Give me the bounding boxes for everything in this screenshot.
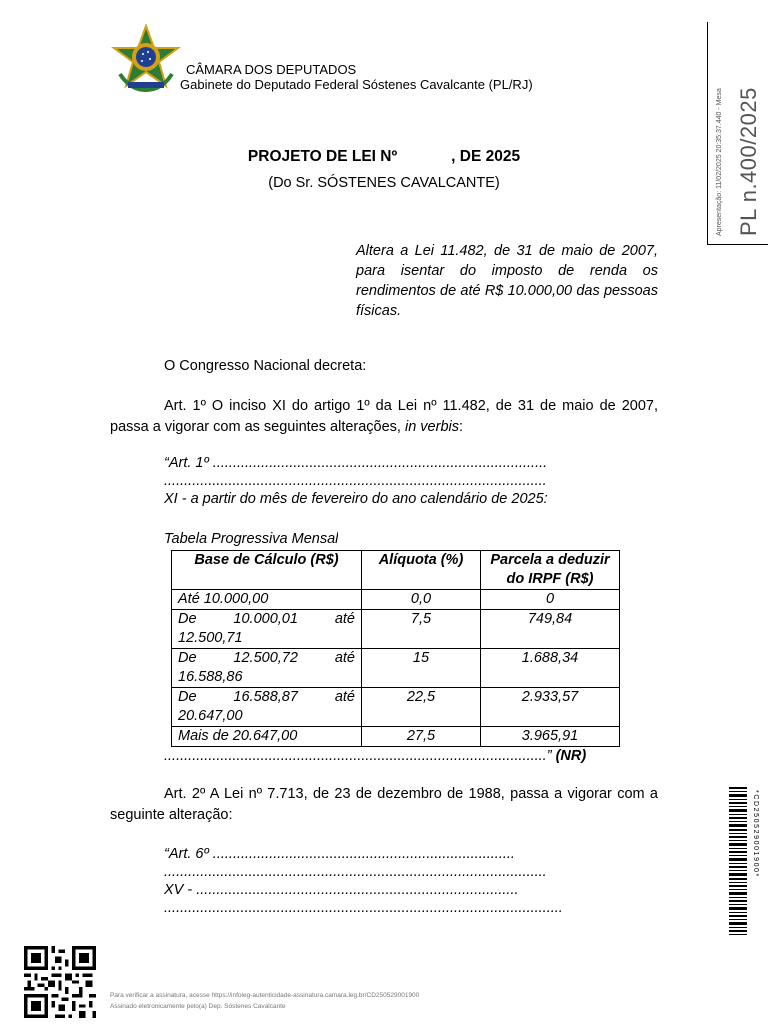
base-cell: Mais de 20.647,00 — [172, 727, 362, 747]
deduction-cell: 0 — [481, 590, 620, 610]
quote2-line2: ............................................................................................... — [164, 864, 547, 880]
article-1 — [110, 396, 658, 438]
closing-dots: ...............................................................................................” — [164, 748, 552, 764]
base-end: 12.500,71 — [178, 630, 243, 646]
base-end: 16.588,86 — [178, 669, 243, 685]
quote1-line1: “Art. 1º ................................................................................... — [164, 455, 548, 471]
base-from: De — [178, 650, 197, 666]
article-2: Art. 2º A Lei nº 7.713, de 23 de dezembro de 1988, passa a vigorar com a seguinte alteração: — [110, 786, 658, 823]
table-row — [172, 688, 620, 727]
base-to: até — [334, 689, 355, 705]
quote1-line3: XI - a partir do mês de fevereiro do ano calendário de 2025: — [164, 491, 548, 507]
base-cell — [172, 688, 362, 727]
quote2-line1: “Art. 6º ........................................................................... — [164, 846, 515, 862]
base-cell — [172, 649, 362, 688]
base-end: 20.647,00 — [178, 708, 243, 724]
signature-note: Assinado eletronicamente pelo(a) Dep. Sóstenes Cavalcante — [110, 1003, 286, 1010]
bill-number: PL n.400/2025 — [736, 87, 761, 236]
base-cell: Até 10.000,00 — [172, 590, 362, 610]
base-cell — [172, 610, 362, 649]
table-row — [172, 610, 620, 649]
title-suffix: , DE 2025 — [451, 148, 521, 165]
rate-cell: 22,5 — [362, 688, 481, 727]
table-row — [172, 649, 620, 688]
article-1-text: Art. 1º O inciso XI do artigo 1º da Lei nº 11.482, de 31 de maio de 2007, passa a vigorar com as seguintes alterações, — [110, 398, 658, 435]
tax-table — [171, 550, 620, 747]
table-caption: Tabela Progressiva Mensal — [164, 531, 339, 547]
page-title — [0, 148, 768, 166]
presentation-stamp — [707, 22, 768, 245]
bill-summary: Altera a Lei 11.482, de 31 de maio de 2007, para isentar do imposto de renda os rendimentos de até R$ 10.000,00 das pessoas físicas. — [356, 243, 658, 319]
table-row — [172, 590, 620, 610]
deduction-cell: 3.965,91 — [481, 727, 620, 747]
barcode-number: *CD250529001900* — [752, 790, 759, 878]
table-closing — [164, 748, 624, 764]
deduction-cell: 1.688,34 — [481, 649, 620, 688]
deduction-cell: 749,84 — [481, 610, 620, 649]
quote2-line3: XV - ................................................................................ — [164, 882, 519, 898]
header-base: Base de Cálculo (R$) — [172, 551, 362, 590]
deduction-cell: 2.933,57 — [481, 688, 620, 727]
enactment-clause: O Congresso Nacional decreta: — [164, 358, 367, 374]
table-header-row — [172, 551, 620, 590]
office-name: Gabinete do Deputado Federal Sóstenes Cavalcante (PL/RJ) — [180, 77, 533, 92]
nr-mark: (NR) — [551, 748, 587, 764]
verification-link[interactable]: Para verificar a assinatura, acesse https://infoleg-autenticidade-assinatura.camara.leg.br/CD250529001900 — [110, 992, 420, 999]
title-prefix: PROJETO DE LEI Nº — [247, 148, 398, 165]
bill-author: (Do Sr. SÓSTENES CAVALCANTE) — [268, 175, 500, 191]
base-start: 16.588,87 — [233, 689, 298, 705]
base-from: De — [178, 689, 197, 705]
rate-cell: 15 — [362, 649, 481, 688]
base-start: 10.000,01 — [233, 611, 298, 627]
qr-code-icon — [24, 946, 96, 1018]
base-start: 12.500,72 — [233, 650, 298, 666]
base-to: até — [334, 611, 355, 627]
presentation-date: Apresentação: 11/02/2025 20:35:37.440 - Mesa — [716, 88, 723, 236]
rate-cell: 0,0 — [362, 590, 481, 610]
header-deduction: Parcela a deduzir do IRPF (R$) — [481, 551, 620, 590]
quote1-line2: ............................................................................................... — [164, 473, 547, 489]
base-from: De — [178, 611, 197, 627]
rate-cell: 7,5 — [362, 610, 481, 649]
rate-cell: 27,5 — [362, 727, 481, 747]
table-row — [172, 727, 620, 747]
coat-of-arms-icon — [110, 24, 182, 94]
header-rate: Alíquota (%) — [362, 551, 481, 590]
quote2-line4: ................................................................................................... — [164, 900, 563, 916]
article-1-colon: : — [458, 419, 464, 435]
article-1-in-verbis: in verbis — [404, 419, 459, 435]
chamber-name: CÂMARA DOS DEPUTADOS — [186, 62, 357, 77]
base-to: até — [334, 650, 355, 666]
